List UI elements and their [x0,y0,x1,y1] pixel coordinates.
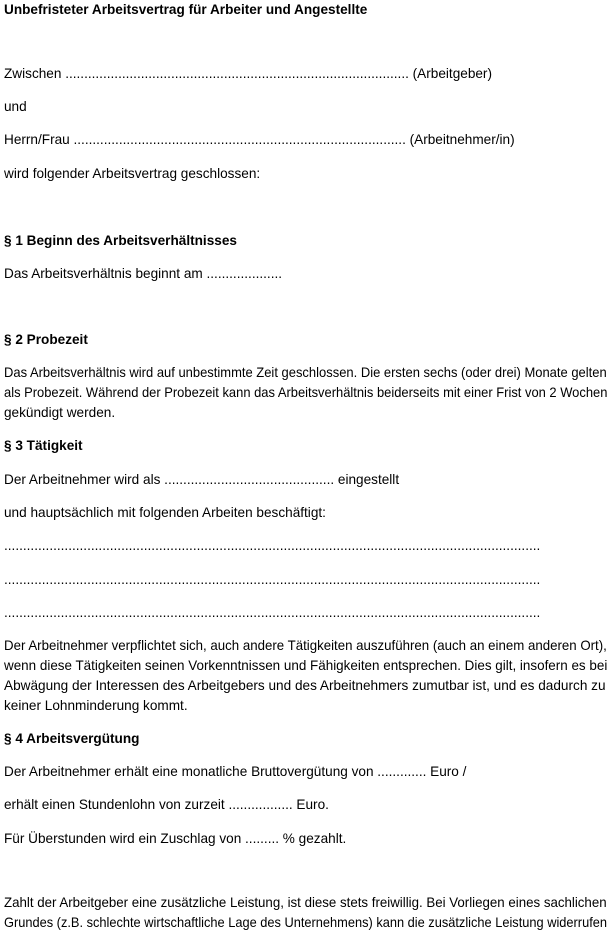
section-3-heading: § 3 Tätigkeit [4,438,83,453]
and-text: und [4,99,27,114]
section-2-line-1: Das Arbeitsverhältnis wird auf unbestimmte Zeit geschlossen. Die ersten sechs (oder drei) Monate gelten [4,365,607,380]
section-3-para-line-4: keiner Lohnminderung kommt. [4,698,188,713]
section-4-overtime-line: Für Überstunden wird ein Zuschlag von ......... % gezahlt. [4,831,347,846]
section-4-hourly-line: erhält einen Stundenlohn von zurzeit ................. Euro. [4,797,329,812]
section-4-para-line-2: Grundes (z.B. schlechte wirtschaftliche Lage des Unternehmens) kann die zusätzliche Leistung widerrufen [4,915,608,930]
section-2-line-3: gekündigt werden. [4,405,116,420]
section-1-text: Das Arbeitsverhältnis beginnt am .................... [4,266,283,281]
blank-line-2: .............................................................................................................................................. [4,572,541,587]
section-1-heading: § 1 Beginn des Arbeitsverhältnisses [4,233,237,248]
section-3-para-line-1: Der Arbeitnehmer verpflichtet sich, auch andere Tätigkeiten auszuführen (auch an einem anderen Ort), [4,638,607,653]
section-3-position-line: Der Arbeitnehmer wird als ............................................. eingestellt [4,472,400,487]
section-3-para-line-3: Abwägung der Interessen des Arbeitgebers und des Arbeitnehmers zumutbar ist, und es dadurch zu [4,678,606,693]
section-4-para-line-1: Zahlt der Arbeitgeber eine zusätzliche Leistung, ist diese stets freiwillig. Bei Vorliegen eines sachlichen [4,895,607,910]
blank-line-1: .............................................................................................................................................. [4,538,541,553]
section-2-line-2: als Probezeit. Während der Probezeit kann das Arbeitsverhältnis beiderseits mit einer Frist von 2 Wochen [4,385,608,400]
section-3-duties-intro: und hauptsächlich mit folgenden Arbeiten beschäftigt: [4,505,326,520]
document-title: Unbefristeter Arbeitsvertrag für Arbeiter und Angestellte [4,2,368,17]
section-3-para-line-2: wenn diese Tätigkeiten seinen Vorkenntnissen und Fähigkeiten entsprechen. Dies gilt, insofern es bei [4,658,608,673]
section-4-salary-line: Der Arbeitnehmer erhält eine monatliche Bruttovergütung von ............. Euro / [4,764,467,779]
employee-line: Herrn/Frau ........................................................................................ (Arbeitnehmer/in) [4,132,515,147]
contract-intro: wird folgender Arbeitsvertrag geschlossen: [4,166,261,181]
blank-line-3: .............................................................................................................................................. [4,605,541,620]
section-2-heading: § 2 Probezeit [4,332,88,347]
section-4-heading: § 4 Arbeitsvergütung [4,731,140,746]
employer-line: Zwischen ........................................................................................... (Arbeitgeber) [4,66,492,81]
